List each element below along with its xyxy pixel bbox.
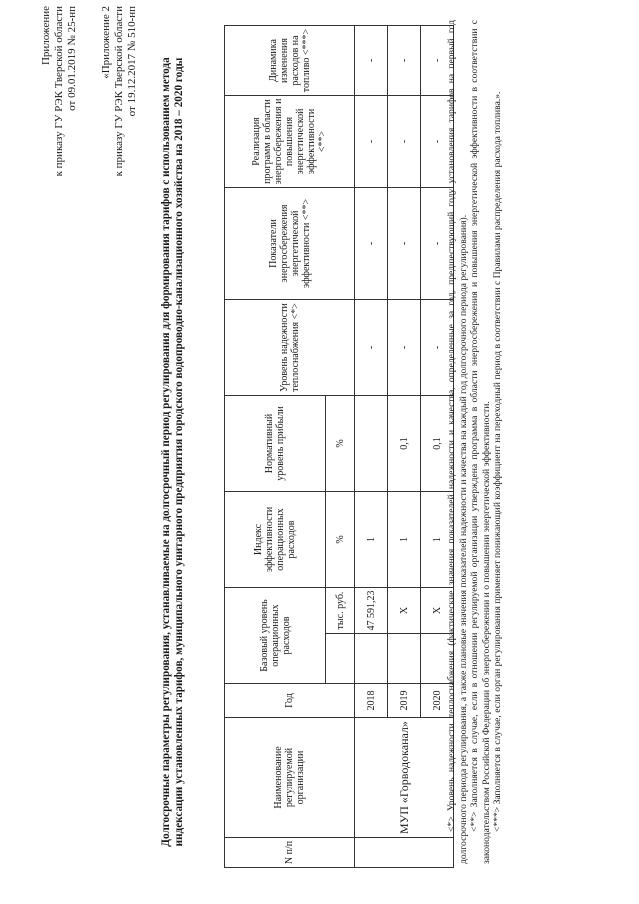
header-program: Реализация программ в области энергосбережения и повышения энергетической эффективности <**> <box>225 96 355 188</box>
cell-program: - <box>421 96 454 188</box>
cell-year: 2020 <box>421 684 454 718</box>
cell-profit: 0,1 <box>388 396 421 492</box>
footnotes <box>446 20 504 864</box>
cell-index: 1 <box>421 492 454 588</box>
table-row <box>355 26 388 868</box>
appendix-line: от 09.01.2019 № 25-нп <box>66 6 78 111</box>
cell-blank <box>388 634 421 684</box>
header-energy: Показатели энергосбережения энергетической эффективности <**> <box>225 188 355 300</box>
cell-fuel: - <box>421 26 454 96</box>
cell-fuel: - <box>355 26 388 96</box>
header-year: Год <box>225 684 355 718</box>
header-fuel: Динамика изменения расходов на топливо <***> <box>225 26 355 96</box>
cell-org: МУП «Горводоканал» <box>355 718 454 838</box>
appendix-header-2 <box>100 6 139 176</box>
cell-reliability: - <box>421 300 454 396</box>
header-index: Индекс эффективности операционных расходов <box>225 492 326 588</box>
cell-year: 2018 <box>355 684 388 718</box>
appendix-line: к приказу ГУ РЭК Тверской области <box>113 6 125 177</box>
footnote: <***> Заполняется в случае, если орган регулирования применяет понижающий коэффициент на переходный период в соответствии с Правилами распределения расхода топлива.». <box>492 91 504 832</box>
header-num: N п/п <box>225 838 355 868</box>
cell-program: - <box>355 96 388 188</box>
cell-blank <box>355 634 388 684</box>
unit-index: % <box>326 492 355 588</box>
cell-program: - <box>388 96 421 188</box>
cell-index: 1 <box>388 492 421 588</box>
cell-base: Х <box>388 588 421 634</box>
header-base: Базовый уровень операционных расходов <box>225 588 326 684</box>
cell-fuel: - <box>388 26 421 96</box>
header-profit: Нормативный уровень прибыли <box>225 396 326 492</box>
appendix-header <box>40 6 79 176</box>
cell-reliability: - <box>388 300 421 396</box>
cell-year: 2019 <box>388 684 421 718</box>
cell-energy: - <box>355 188 388 300</box>
cell-energy: - <box>421 188 454 300</box>
document-title: Долгосрочные параметры регулирования, устанавливаемые на долгосрочный период регулирования для формирования тарифов с использованием метода индексации установленных тарифов, муниципального унитарного предприятия городского водопроводно-канализационного хозяйства на 2018 – 2020 годы <box>160 57 185 847</box>
footnote: <*> Уровень надежности теплоснабжения (фактические значения показателей надежности и качества, определенные за год, предшествующий году установления тарифов на первый год долгосрочного периода регулирования, а также плановые значения показателей надежности и качества на каждый год долгосрочного периода регулирования). <box>446 20 469 864</box>
unit-base: тыс. руб. <box>326 588 355 634</box>
cell-num <box>355 838 454 868</box>
appendix-line: Приложение <box>40 6 52 66</box>
cell-energy: - <box>388 188 421 300</box>
cell-profit <box>355 396 388 492</box>
footnote: <**> Заполняется в случае, если в отношении регулируемой организации утверждена программа в области энергосбережения и повышения энергетической эффективности в соответствии с законодательством Российской Федерации об энергосбережении и о повышении энергетической эффективности. <box>469 20 492 864</box>
cell-index: 1 <box>355 492 388 588</box>
cell-base: 47 591,23 <box>355 588 388 634</box>
cell-profit: 0,1 <box>421 396 454 492</box>
cell-base: Х <box>421 588 454 634</box>
appendix-line: от 19.12.2017 № 510-нп <box>126 6 138 117</box>
header-reliability: Уровень надежности теплоснабжения <*> <box>225 300 355 396</box>
header-org: Наименование регулируемой организации <box>225 718 355 838</box>
appendix-line: «Приложение 2 <box>100 6 112 79</box>
parameters-table <box>224 25 454 868</box>
appendix-line: к приказу ГУ РЭК Тверской области <box>53 6 65 177</box>
unit-blank <box>326 634 355 684</box>
unit-profit: % <box>326 396 355 492</box>
cell-reliability: - <box>355 300 388 396</box>
